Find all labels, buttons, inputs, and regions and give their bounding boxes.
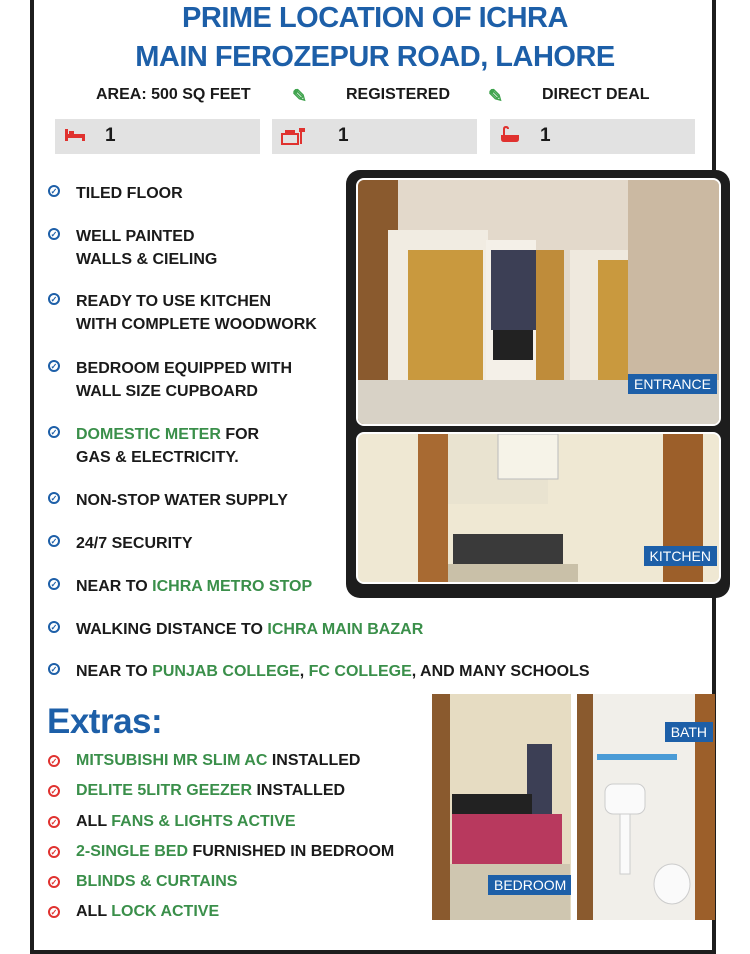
bath-caption: BATH	[665, 722, 713, 742]
area-tag: AREA: 500 SQ FEET	[96, 86, 251, 103]
bathtub-icon	[499, 126, 521, 149]
entrance-caption: ENTRANCE	[628, 374, 717, 394]
check-circle-icon: ✓	[48, 906, 60, 918]
kitchen-icon	[281, 126, 307, 151]
kitchen-stat	[272, 119, 477, 154]
kitchen-count: 1	[338, 125, 349, 146]
check-circle-icon: ✓	[48, 185, 60, 197]
check-circle-icon: ✓	[48, 426, 60, 438]
bed-icon	[64, 126, 86, 147]
entrance-photo	[356, 178, 721, 426]
check-circle-icon: ✓	[48, 621, 60, 633]
check-circle-icon: ✓	[48, 492, 60, 504]
check-circle-icon: ✓	[48, 876, 60, 888]
bedroom-stat	[55, 119, 260, 154]
pin-icon: ✎	[488, 86, 504, 106]
bedroom-photo	[432, 694, 571, 920]
pin-icon: ✎	[292, 86, 308, 106]
registered-tag: REGISTERED	[346, 86, 451, 103]
check-circle-icon: ✓	[48, 816, 60, 828]
title-line-1: PRIME LOCATION OF ICHRA	[182, 2, 568, 34]
kitchen-photo	[356, 432, 721, 584]
direct-deal-tag: DIRECT DEAL	[542, 86, 650, 103]
check-circle-icon: ✓	[48, 360, 60, 372]
kitchen-caption: KITCHEN	[644, 546, 717, 566]
check-circle-icon: ✓	[48, 578, 60, 590]
check-circle-icon: ✓	[48, 663, 60, 675]
bath-count: 1	[540, 125, 551, 146]
check-circle-icon: ✓	[48, 535, 60, 547]
bedroom-caption: BEDROOM	[488, 875, 571, 895]
check-circle-icon: ✓	[48, 846, 60, 858]
bedroom-count: 1	[105, 125, 116, 146]
title-line-2: MAIN FEROZEPUR ROAD, LAHORE	[135, 41, 615, 73]
check-circle-icon: ✓	[48, 228, 60, 240]
check-circle-icon: ✓	[48, 755, 60, 767]
check-circle-icon: ✓	[48, 785, 60, 797]
extras-title: Extras:	[47, 702, 163, 741]
bath-photo	[577, 694, 715, 920]
check-circle-icon: ✓	[48, 293, 60, 305]
bath-stat	[490, 119, 695, 154]
